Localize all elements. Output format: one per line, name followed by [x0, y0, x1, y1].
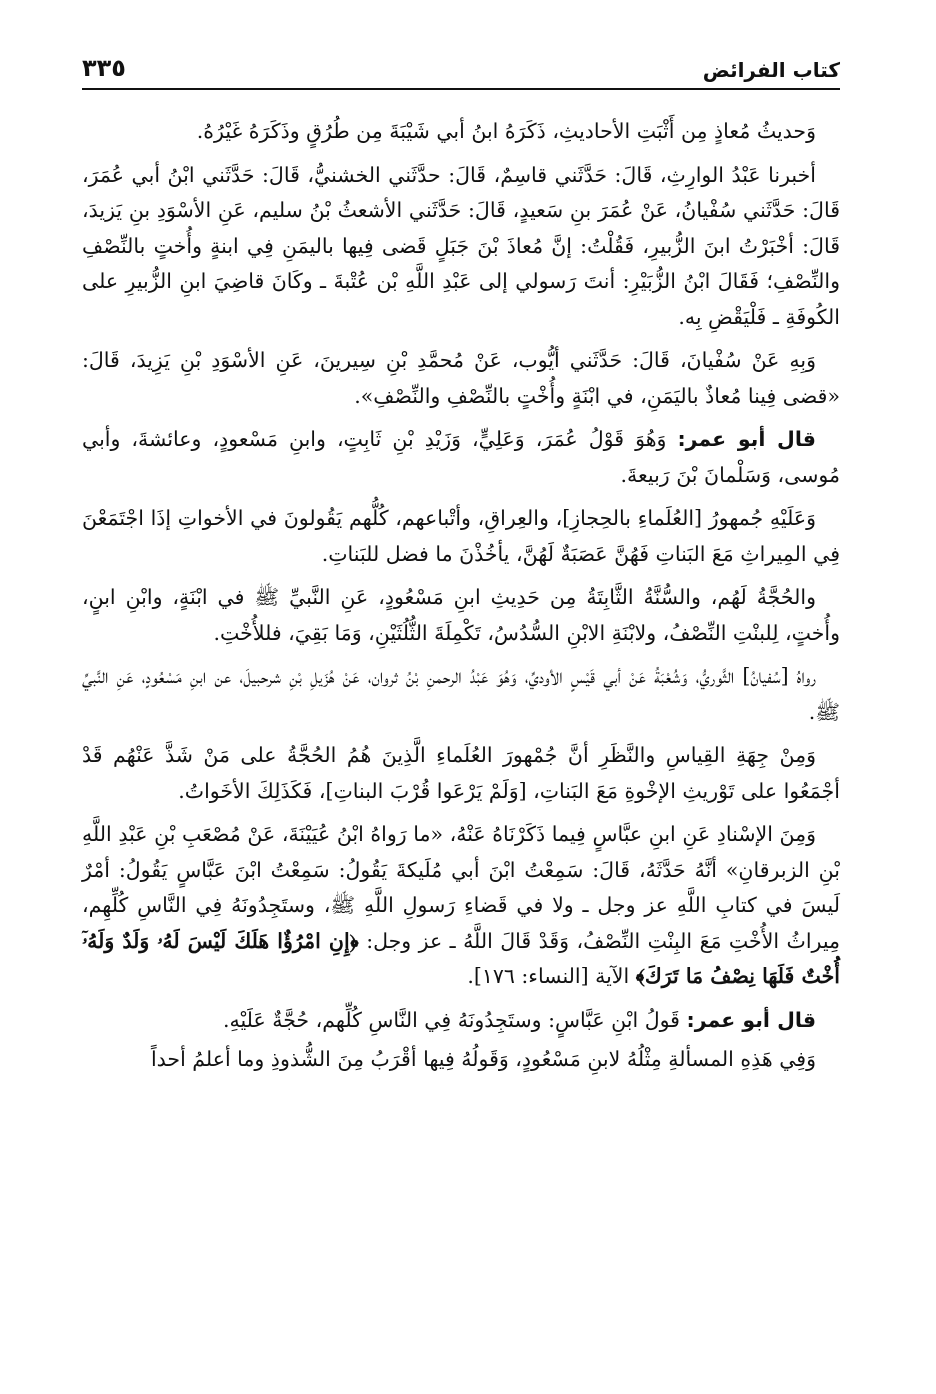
paragraph-11: [82, 1042, 840, 1078]
page-number: ٣٣٥: [82, 54, 126, 82]
paragraph-6: [82, 580, 840, 651]
paragraph-5: [82, 501, 840, 572]
paragraph-text: وَفِي هَذِهِ المسألةِ مِثْلُهُ لابنِ مَسْعُودٍ، وَقَولُهُ فِيها أقْرَبُ مِنَ الشُّذوذِ وما أعلمُ أحداً: [150, 1047, 816, 1071]
paragraph-text: وَبِهِ عَنْ سُفْيانَ، قَالَ: حَدَّثَني أيُّوب، عَنْ مُحمَّدِ بْنِ سِيرينَ، عَنِ الأسْوَدِ بْنِ يَزِيدَ، قَالَ: «قضى فِينا مُعاذٌ باليَمَنِ، في ابْنَةٍ وأُخْتٍ بالنِّصْفِ والنِّصْفِ».: [82, 348, 840, 408]
paragraph-text: وَعَلَيْهِ جُمهورُ [العُلَماءِ بالحِجازِ]، والعِراقِ، وأتْباعهم، كُلُّهم يَقُولونَ في الأخواتِ إذَا اجْتَمَعْنَ فِي المِيراثِ مَعَ البَناتِ فَهُنَّ عَصَبَةٌ لَهُنَّ، يأخُذْنَ ما فضل للبَناتِ.: [82, 506, 840, 566]
page-body: [82, 114, 840, 1078]
chapter-title: كتاب الفرائض: [702, 58, 840, 82]
paragraph-7: [82, 659, 840, 730]
paragraph-2: [82, 158, 840, 336]
paragraph-1: [82, 114, 840, 150]
paragraph-4: [82, 422, 840, 493]
verse-reference: الآية [النساء: ١٧٦].: [467, 964, 630, 988]
speaker-label: قال أبو عمر:: [677, 427, 816, 451]
paragraph-text: أخبرنا عَبْدُ الوارِثِ، قَالَ: حَدَّثَني قاسِمٌ، قَالَ: حدَّثَني الخشنيُّ، قَالَ: حَدَّثَني ابْنُ أبي عُمَرَ، قَالَ: حَدَّثَني سُفْيانُ، عَنْ عُمَرَ بنِ سَعيدٍ، قَالَ: حَدَّثَني الأشعثُ بْنُ سليم، عَنِ الأسْوَدِ بنِ يَزيدَ، قَالَ: أخْبَرْتُ ابنَ الزُّبيرِ، فَقُلْتُ: إنَّ مُعاذَ بْنَ جَبَلٍ قَضى فِيها باليمَنِ فِي ابنةٍ وأُختٍ بالنِّصْفِ والنِّصْفِ؛ فَقَالَ ابْنُ الزُّبَيْرِ: أنتَ رَسولي إلى عَبْدِ اللَّهِ بْن عُتْبةَ ـ وكَانَ قاضِيَ ابنِ الزُّبيرِ على الكُوفَةِ ـ فَلْيَقْضِ بِه.: [82, 162, 840, 329]
paragraph-text: وَهُوَ قَوْلُ عُمَرَ، وَعَلِيٍّ، وَزَيْدِ بْنِ ثَابِتٍ، وابنِ مَسْعودٍ، وعائشةَ، وأبي مُوسى، وَسَلْمانَ بْنَ رَبيعةَ.: [82, 427, 840, 487]
paragraph-text: وَمِنَ الإسْنادِ عَنِ ابنِ عبَّاسٍ فِيما ذَكَرْنَاهُ عَنْهُ، «ما رَواهُ ابْنُ عُيَيْنَةَ، عَنْ مُصْعَبِ بْنِ عَبْدِ اللَّهِ بْنِ الزبرقانِ» أنَّهُ حَدَّثَهُ، قَالَ: سَمِعْتُ ابْنَ أبي مُلَيكةَ يَقُولُ: سَمِعْتُ ابْنَ عَبَّاسٍ يَقُولُ: أمْرٌ لَيسَ في كتابِ اللَّهِ عز وجل ـ ولا في قَضاءِ رَسولِ اللَّهِ ﷺ، وستَجِدُونَهُ فِي النَّاسِ كُلِّهِم، مِيراثُ الأُخْتِ مَعَ البِنْتِ النِّصْفُ، وَقَدْ قَالَ اللَّهُ ـ عز وجل:: [82, 822, 840, 953]
paragraph-text: والحُجَّةُ لَهُم، والسُّنَّةُ الثَّابِتَةُ مِن حَدِيثِ ابنِ مَسْعُودٍ، عَنِ النَّبيِّ ﷺ في ابْنَةٍ، وابْنِ ابنٍ، وأُختٍ، لِلبنْتِ النِّصْفُ، ولابْنَةِ الابْنِ السُّدُسُ، تَكْمِلَةَ الثُّلُثَيْنِ، وَمَا بَقِيَ، فللأُخْتِ.: [82, 585, 840, 645]
paragraph-text: قَولُ ابْنِ عَبَّاسٍ: وستَجِدُونَهُ فِي النَّاسِ كُلِّهم، حُجَّةٌ عَلَيْهِ.: [222, 1007, 680, 1032]
paragraph-text: وَمِنْ جِهَةِ القِياسِ والنَّظَرِ أنَّ جُمْهورَ العُلَماءِ الَّذِينَ هُمُ الحُجَّةُ على مَنْ شَذَّ عَنْهُم قَدْ أجْمَعُوا على تَوْريثِ الإخْوةِ مَعَ البَناتِ، [وَلَمْ يَرْعَوا قُرْبَ البناتِ]، فَكَذَلِكَ الأخَواتُ.: [82, 743, 840, 803]
running-header: [82, 40, 840, 90]
speaker-label: قال أبو عمر:: [686, 1007, 816, 1032]
quran-verse: ﴿إِنِ امْرُؤٌا هَلَكَ لَيْسَ لَهُۥ وَلَدٌ وَلَهُۥٓ أُخْتٌ فَلَهَا نِصْفُ مَا تَرَكَ﴾: [82, 928, 840, 988]
paragraph-text: وَحديثُ مُعاذٍ مِن أَثْبَتِ الأحاديثِ، ذَكَرَهُ ابنُ أبي شَيْبَةَ مِن طُرُقٍ وذَكَرَهُ غَيْرُهُ.: [196, 119, 816, 143]
paragraph-9: [82, 817, 840, 995]
paragraph-3: [82, 343, 840, 414]
paragraph-8: [82, 738, 840, 809]
paragraph-10: [82, 1003, 840, 1039]
paragraph-text: رواهُ [سُفيانُ] الثَّوريُّ، وَشُعْبَةُ عَنْ أبي قَيْسٍ الأوديِّ، وَهُوَ عَبْدُ الرحمنِ بْنُ ثروان، عَنْ هُزَيلِ بْنِ شرحبيلَ، عن ابنِ مَسْعُودٍ، عَنِ النَّبيِّ ﷺ.: [82, 664, 840, 724]
